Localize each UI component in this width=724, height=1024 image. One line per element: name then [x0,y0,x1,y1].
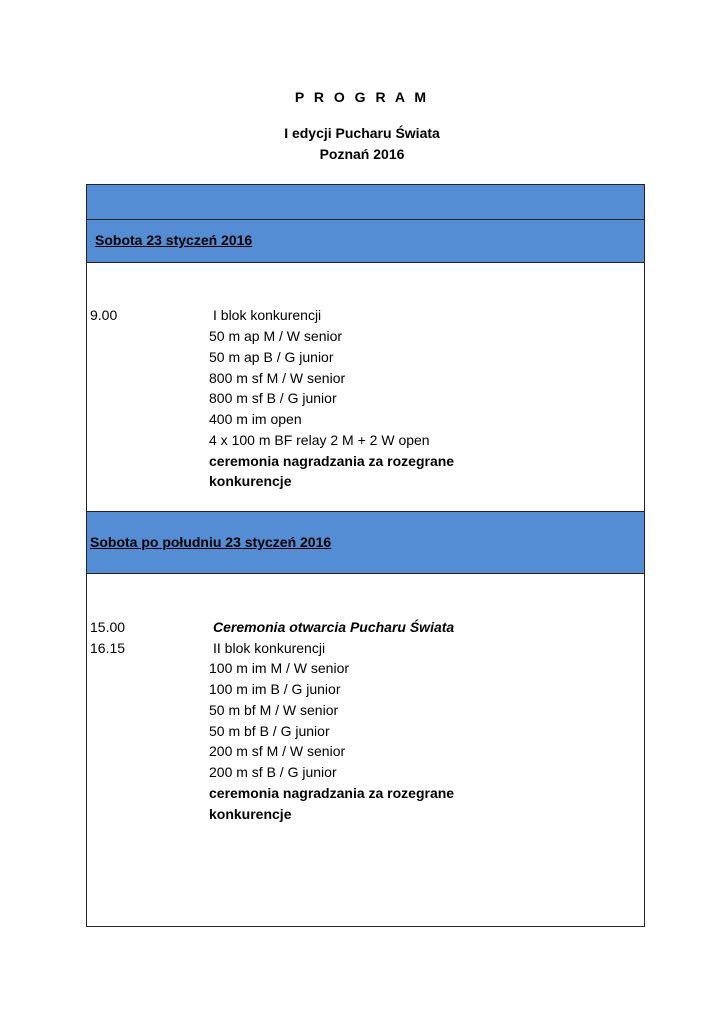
event-item: 100 m im B / G junior [209,681,341,697]
section-header-saturday [87,220,644,263]
ceremony-line: ceremonia nagradzania za rozegrane [209,785,455,801]
time-9-00: 9.00 [90,307,118,323]
event-item: 100 m im M / W senior [209,660,350,676]
event-item: 50 m bf B / G junior [209,723,330,739]
section-header-saturday-afternoon [87,511,644,574]
event-item: 50 m bf M / W senior [209,702,339,718]
event-item: 800 m sf M / W senior [209,370,346,386]
event-item: 50 m ap B / G junior [209,349,334,365]
event-item: 800 m sf B / G junior [209,390,337,406]
time-16-15: 16.15 [90,640,126,656]
ceremony-line: ceremonia nagradzania za rozegrane [209,453,455,469]
event-item: 400 m im open [209,411,302,427]
opening-ceremony: Ceremonia otwarcia Pucharu Świata [213,619,455,635]
ceremony-line: konkurencje [209,473,292,489]
ceremony-line: konkurencje [209,806,292,822]
program-table [86,184,645,927]
section-title-saturday: Sobota 23 styczeń 2016 [95,232,253,248]
event-item: 200 m sf B / G junior [209,764,337,780]
table-header-band [87,185,644,220]
city-year-title: Poznań 2016 [319,146,405,162]
program-title: P R O G R A M [294,89,430,105]
event-item: 4 x 100 m BF relay 2 M + 2 W open [209,432,430,448]
edition-title: I edycji Pucharu Świata [284,125,440,141]
block-two-label: II blok konkurencji [213,640,326,656]
section-title-saturday-afternoon: Sobota po południu 23 styczeń 2016 [90,534,332,550]
event-item: 200 m sf M / W senior [209,743,346,759]
time-15-00: 15.00 [90,619,126,635]
event-item: 50 m ap M / W senior [209,328,343,344]
block-one-label: I blok konkurencji [213,307,322,323]
